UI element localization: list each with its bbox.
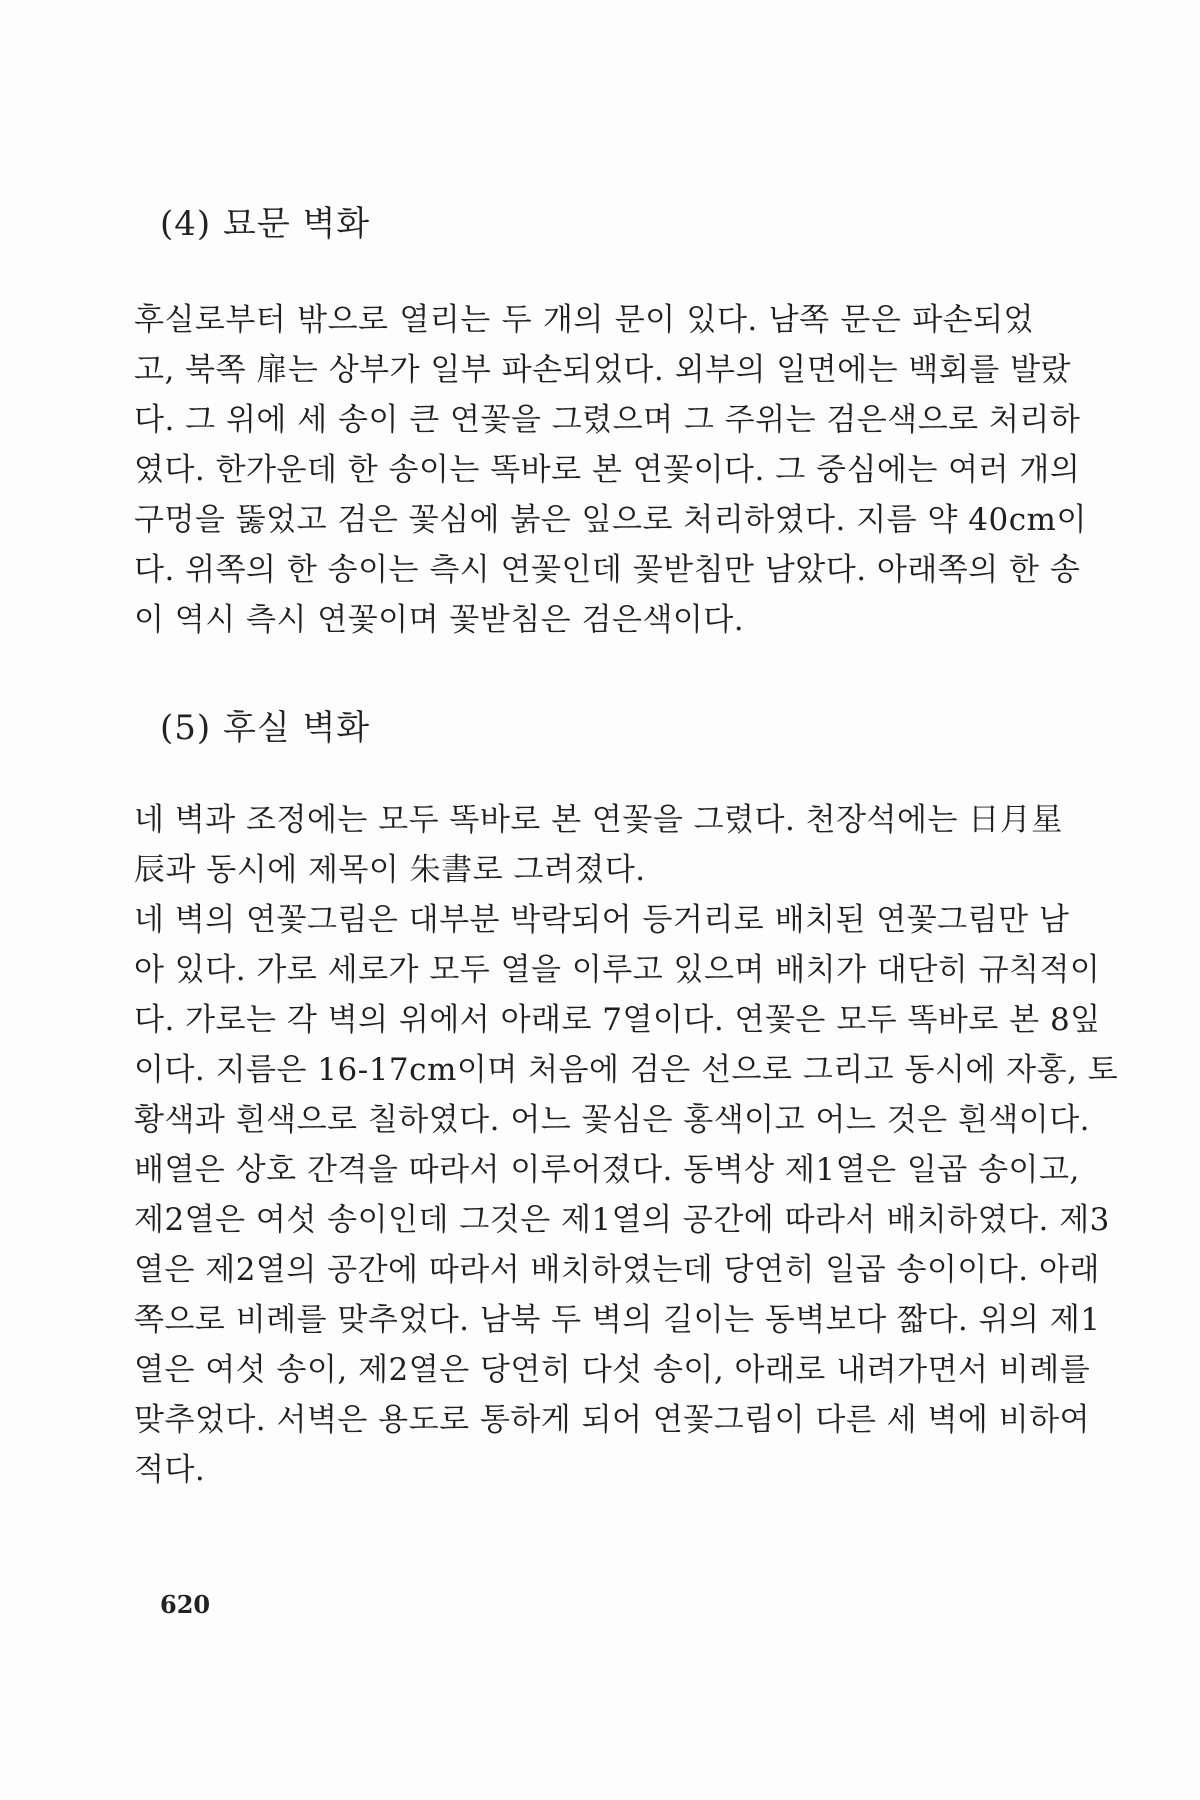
paragraph-line: 아 있다. 가로 세로가 모두 열을 이루고 있으며 배치가 대단히 규칙적이 bbox=[134, 952, 1101, 988]
paragraph-line: 제2열은 여섯 송이인데 그것은 제1열의 공간에 따라서 배치하였다. 제3 bbox=[134, 1202, 1110, 1238]
paragraph-line: 열은 제2열의 공간에 따라서 배치하였는데 당연히 일곱 송이이다. 아래 bbox=[134, 1252, 1100, 1288]
page-number: 620 bbox=[160, 1590, 211, 1619]
paragraph-line: 구멍을 뚫었고 검은 꽃심에 붉은 잎으로 처리하였다. 지름 약 40cm이 bbox=[134, 502, 1087, 538]
paragraph-line: 네 벽의 연꽃그림은 대부분 박락되어 등거리로 배치된 연꽃그림만 남 bbox=[134, 902, 1070, 938]
section-heading-5: (5) 후실 벽화 bbox=[160, 708, 371, 748]
paragraph-line: 열은 여섯 송이, 제2열은 당연히 다섯 송이, 아래로 내려가면서 비례를 bbox=[134, 1352, 1091, 1388]
paragraph-line: 다. 가로는 각 벽의 위에서 아래로 7열이다. 연꽃은 모두 똑바로 본 8잎 bbox=[134, 1002, 1101, 1038]
paragraph-line: 고, 북쪽 扉는 상부가 일부 파손되었다. 외부의 일면에는 백회를 발랐 bbox=[134, 352, 1071, 388]
section4-paragraph bbox=[134, 295, 1087, 645]
paragraph-line: 다. 위쪽의 한 송이는 측시 연꽃인데 꽃받침만 남았다. 아래쪽의 한 송 bbox=[134, 552, 1081, 588]
paragraph-line: 다. 그 위에 세 송이 큰 연꽃을 그렸으며 그 주위는 검은색으로 처리하 bbox=[134, 402, 1081, 438]
paragraph-line: 황색과 흰색으로 칠하였다. 어느 꽃심은 홍색이고 어느 것은 흰색이다. bbox=[134, 1102, 1091, 1138]
paragraph-line: 맞추었다. 서벽은 용도로 통하게 되어 연꽃그림이 다른 세 벽에 비하여 bbox=[134, 1402, 1091, 1438]
section5-paragraph bbox=[134, 795, 1119, 1495]
paragraph-line: 쪽으로 비례를 맞추었다. 남북 두 벽의 길이는 동벽보다 짧다. 위의 제1 bbox=[134, 1302, 1101, 1338]
paragraph-line: 이다. 지름은 16-17cm이며 처음에 검은 선으로 그리고 동시에 자홍, 토 bbox=[134, 1052, 1119, 1088]
paragraph-line: 후실로부터 밖으로 열리는 두 개의 문이 있다. 남쪽 문은 파손되었 bbox=[134, 302, 1034, 338]
paragraph-line: 적다. bbox=[134, 1452, 206, 1488]
paragraph-line: 배열은 상호 간격을 따라서 이루어졌다. 동벽상 제1열은 일곱 송이고, bbox=[134, 1152, 1080, 1188]
paragraph-line: 였다. 한가운데 한 송이는 똑바로 본 연꽃이다. 그 중심에는 여러 개의 bbox=[134, 452, 1081, 488]
paragraph-line: 네 벽과 조정에는 모두 똑바로 본 연꽃을 그렸다. 천장석에는 日月星 bbox=[134, 802, 1063, 838]
paragraph-line: 辰과 동시에 제목이 朱書로 그려졌다. bbox=[134, 852, 646, 888]
paragraph-line: 이 역시 측시 연꽃이며 꽃받침은 검은색이다. bbox=[134, 602, 745, 638]
section-heading-4: (4) 묘문 벽화 bbox=[160, 204, 371, 244]
